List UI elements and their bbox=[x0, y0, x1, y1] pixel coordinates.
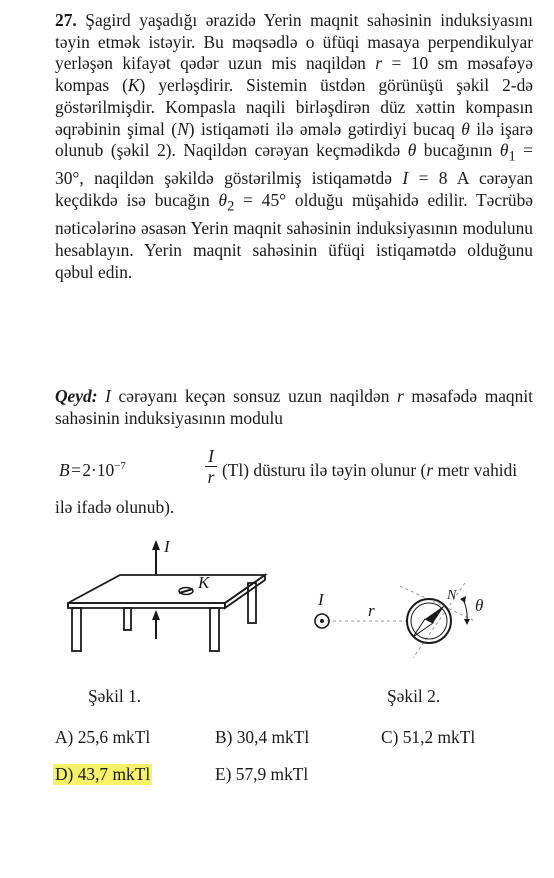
answer-a[interactable]: A) 25,6 mkTl bbox=[55, 727, 151, 747]
note-text bbox=[55, 386, 533, 429]
fig1-compass-label: K bbox=[198, 573, 210, 592]
answer-b[interactable]: B) 30,4 mkTl bbox=[215, 727, 310, 747]
fig2-current-label: I bbox=[318, 590, 324, 609]
answer-e[interactable]: E) 57,9 mkTl bbox=[215, 764, 309, 784]
note-label: Qeyd: bbox=[55, 386, 98, 406]
formula-left: B = $2\cdot 10^{-7}$ bbox=[59, 460, 126, 480]
fig2-n-label: N bbox=[447, 588, 457, 603]
problem-number: 27. bbox=[55, 10, 77, 30]
formula-line bbox=[55, 447, 533, 493]
fig2-theta-label: θ bbox=[475, 596, 484, 615]
fig2-caption: Şəkil 2. bbox=[387, 686, 441, 706]
answer-d[interactable]: D) 43,7 mkTl bbox=[55, 764, 151, 784]
note-bottom-text: ilə ifadə olunub). bbox=[55, 497, 175, 517]
fig1-current-label: I bbox=[164, 537, 170, 556]
note-body: I cərəyanı keçən sonsuz uzun naqildən r məsafədə maqnit sahəsinin induksiyasının modulu bbox=[55, 386, 533, 428]
figure-1-table bbox=[60, 535, 280, 655]
figure-2-top-view bbox=[305, 578, 505, 668]
fig1-caption: Şəkil 1. bbox=[88, 686, 142, 706]
formula-right: (Tl) düsturu ilə təyin olunur (r metr vahidi bbox=[222, 460, 518, 480]
formula-fraction: I r bbox=[205, 447, 217, 486]
fig2-r-label: r bbox=[368, 601, 375, 620]
answer-c[interactable]: C) 51,2 mkTl bbox=[381, 727, 476, 747]
problem-text bbox=[55, 10, 533, 283]
problem-body: Şagird yaşadığı ərazidə Yerin maqnit sahəsinin induksiyasını təyin etmək istəyir. Bu məqsədlə o üfüqi masaya perpendikulyar yerləşən kifayət qədər uzun mis naqildən r = 10 sm məsafəyə kompas (K) yerləşdirir. Sistemin üstdən görünüşü şəkil 2-də göstərilmişdir. Kompasla naqili birləşdirən düz xəttin kompasın əqrəbinin şimal (N) istiqaməti ilə əmələ gətirdiyi bucaq θ ilə işarə olunub (şəkil 2). Naqildən cərəyan keçmədikdə θ bucağının $\theta_1 = 30^\circ$, naqildən şəkildə göstərilmiş istiqamətdə I = 8 A cərəyan keçdikdə isə bucağın $\theta_2 = 45^\circ$ olduğu müşahidə edilir. Təcrübə nəticələrinə əsasən Yerin maqnit sahəsinin induksiyasının modulunu hesablayın. Yerin maqnit sahəsinin üfüqi istiqamətdə olduğunu qəbul edin. bbox=[55, 10, 534, 282]
